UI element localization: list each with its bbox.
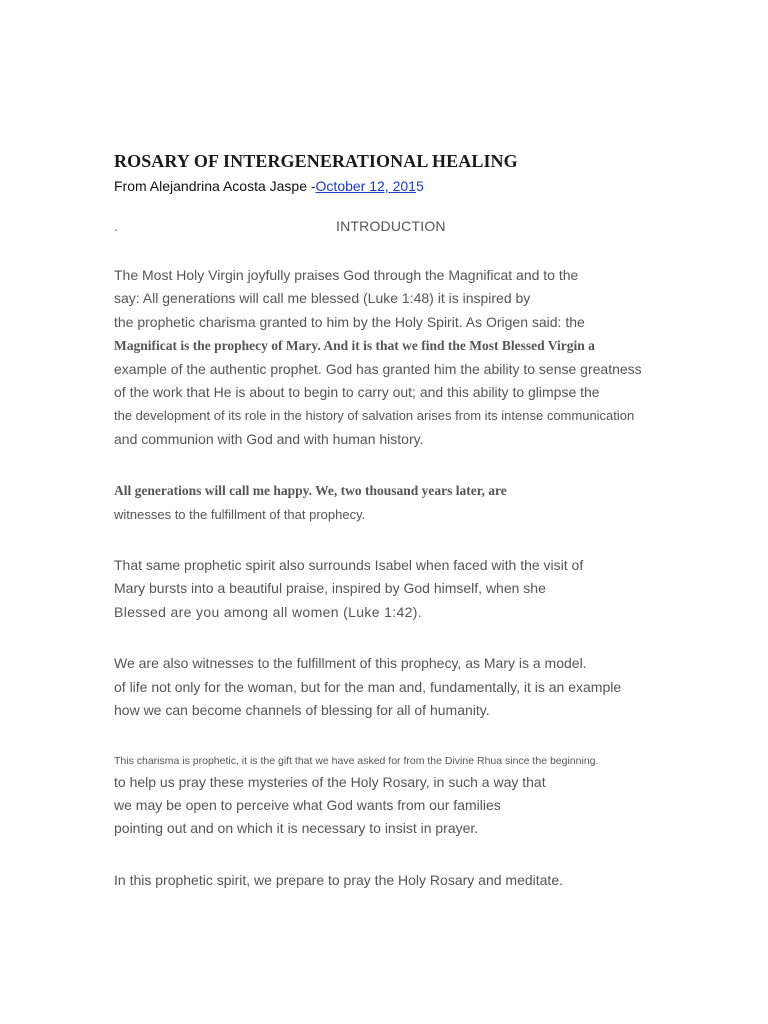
text-line: and communion with God and with human history.: [114, 430, 424, 447]
date-link[interactable]: October 12, 201: [315, 178, 416, 194]
byline: [114, 178, 674, 194]
text-line-bold: Magnificat is the prophecy of Mary. And it is that we find the Most Blessed Virgin a: [114, 338, 595, 354]
paragraph-5: [114, 751, 674, 841]
text-line-bold: All generations will call me happy. We, two thousand years later, are: [114, 483, 507, 499]
text-line: Blessed are you among all women (Luke 1:42).: [114, 603, 423, 620]
text-line: We are also witnesses to the fulfillment of this prophecy, as Mary is a model.: [114, 655, 587, 672]
text-line: say: All generations will call me blessed (Luke 1:48) it is inspired by: [114, 290, 531, 307]
document-page: [114, 150, 674, 892]
text-line-small: This charisma is prophetic, it is the gift that we have asked for from the Divine Rhua since the beginning.: [114, 754, 599, 767]
text-line: In this prophetic spirit, we prepare to pray the Holy Rosary and meditate.: [114, 871, 563, 888]
text-line: witnesses to the fulfillment of that prophecy.: [114, 506, 366, 522]
text-line: example of the authentic prophet. God has granted him the ability to sense greatness: [114, 360, 642, 377]
text-line: to help us pray these mysteries of the Holy Rosary, in such a way that: [114, 773, 546, 790]
paragraph-4: [114, 652, 674, 722]
text-line: The Most Holy Virgin joyfully praises God through the Magnificat and to the: [114, 267, 579, 283]
text-line: we may be open to perceive what God wants from our families: [114, 796, 501, 813]
paragraph-2: [114, 479, 674, 526]
paragraph-1: [114, 264, 674, 451]
text-line: Mary bursts into a beautiful praise, inspired by God himself, when she: [114, 580, 546, 597]
text-line: pointing out and on which it is necessary to insist in prayer.: [114, 820, 479, 837]
text-line: That same prophetic spirit also surrounds Isabel when faced with the visit of: [114, 557, 584, 574]
text-line: of life not only for the woman, but for the man and, fundamentally, it is an example: [114, 678, 622, 695]
intro-dot: .: [114, 218, 118, 234]
paragraph-3: [114, 554, 674, 624]
text-line: of the work that He is about to begin to carry out; and this ability to glimpse the: [114, 384, 600, 401]
text-line: the development of its role in the history of salvation arises from its intense communication: [114, 408, 635, 424]
text-line: how we can become channels of blessing for all of humanity.: [114, 702, 490, 719]
intro-heading-row: [114, 218, 674, 236]
date-tail: 5: [415, 178, 424, 194]
intro-heading: INTRODUCTION: [336, 218, 446, 234]
document-title: ROSARY OF INTERGENERATIONAL HEALING: [114, 151, 518, 171]
paragraph-6: [114, 869, 674, 892]
byline-author: From Alejandrina Acosta Jaspe -: [114, 178, 316, 194]
text-line: the prophetic charisma granted to him by the Holy Spirit. As Origen said: the: [114, 313, 585, 330]
